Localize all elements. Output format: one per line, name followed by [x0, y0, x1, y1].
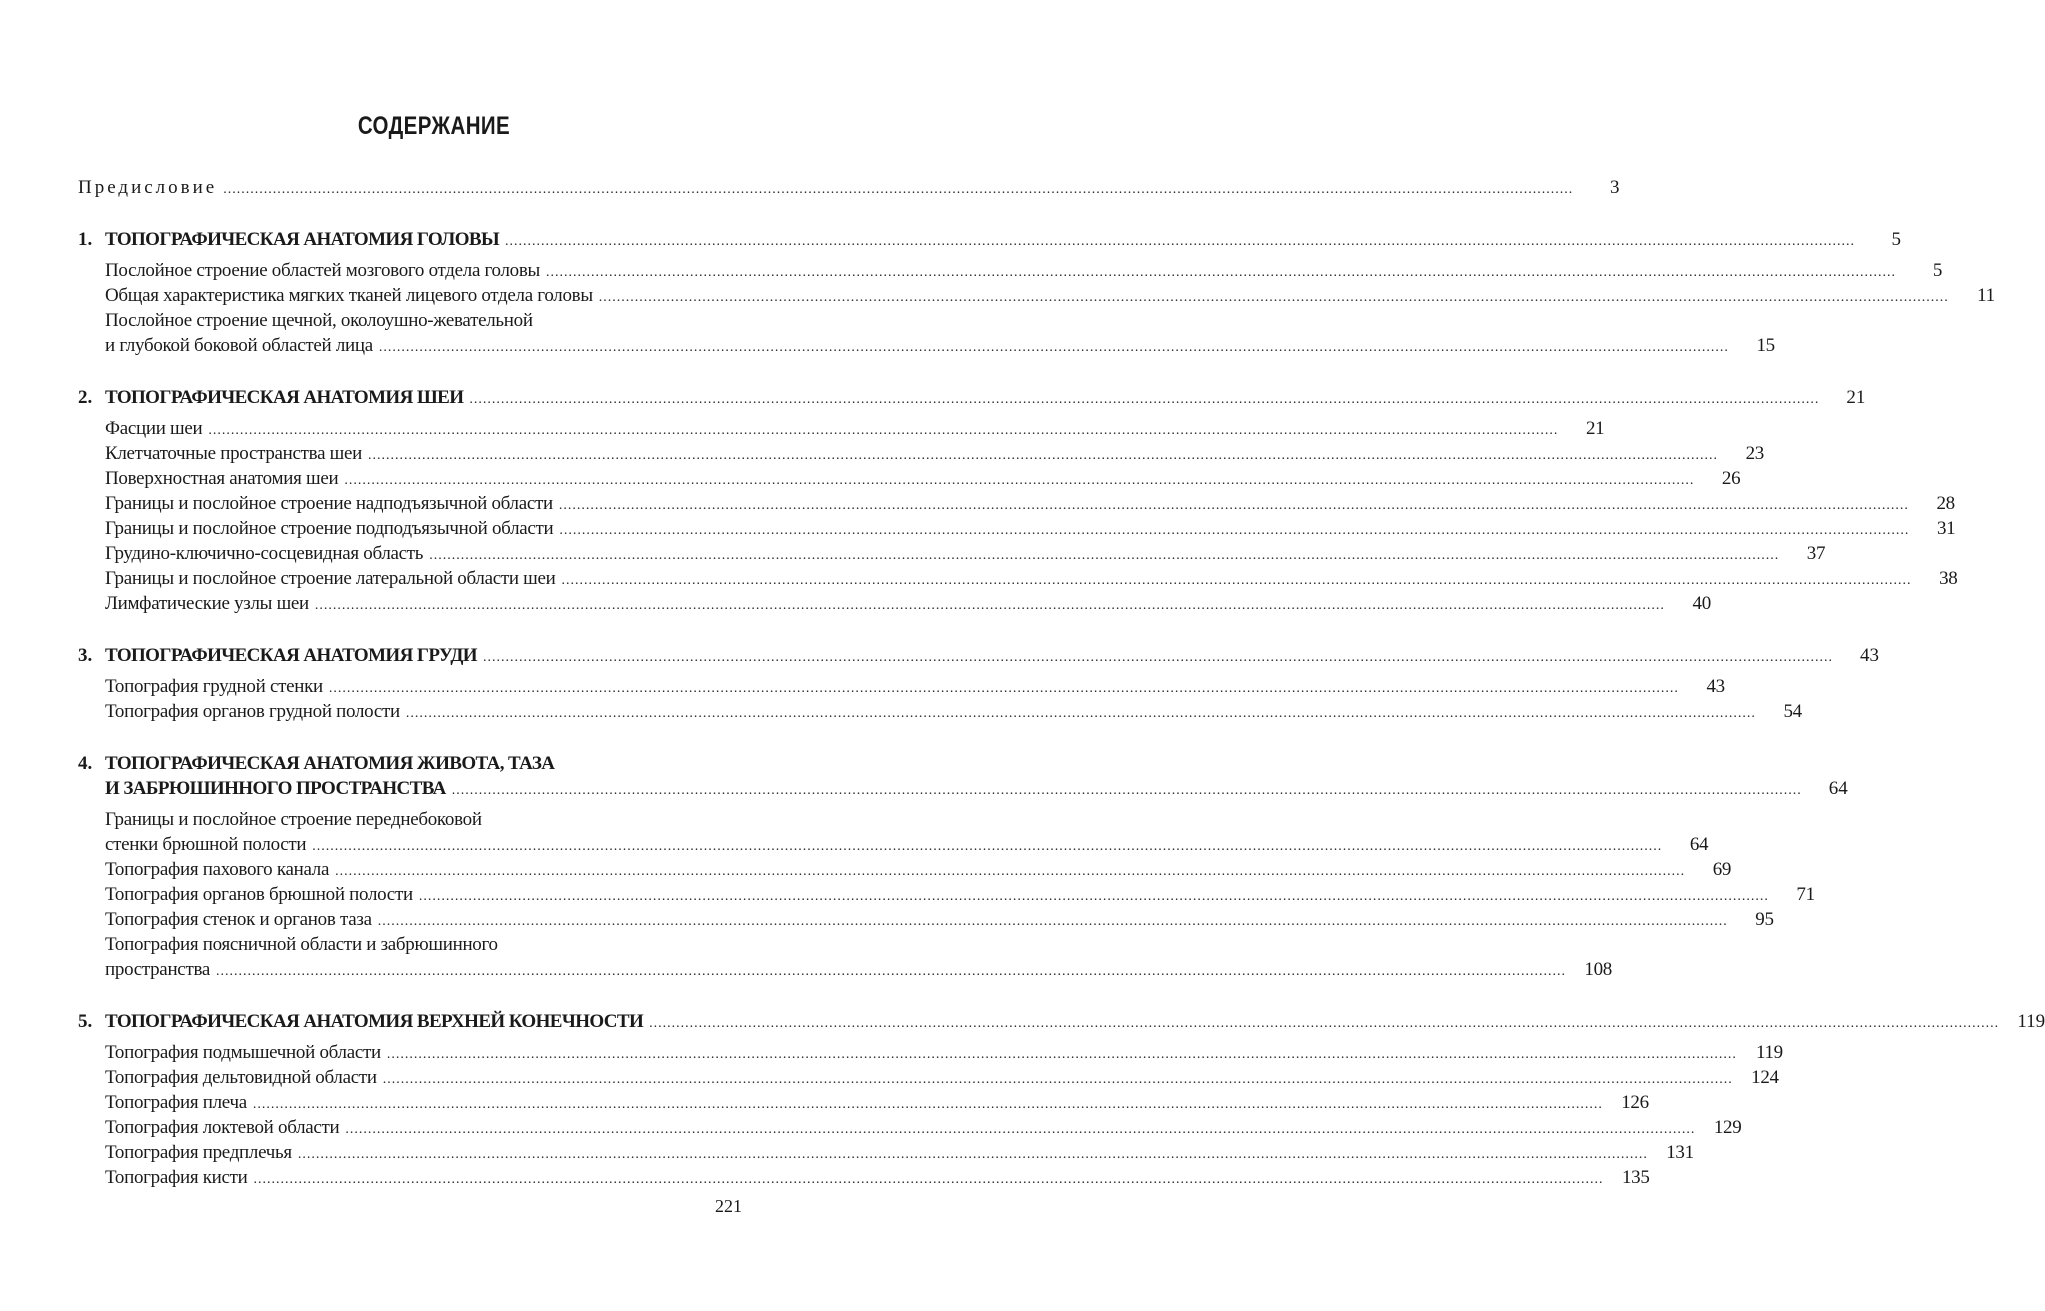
entry-title: Топография дельтовидной области [105, 1067, 377, 1088]
entry-title: Топография грудной стенки [105, 676, 323, 697]
entry-page: 21 [1585, 418, 1605, 439]
entry-page: 135 [1621, 1167, 1650, 1188]
toc-entry [78, 1115, 1742, 1140]
entry-page: 64 [1689, 834, 1709, 855]
toc-entry [78, 466, 1741, 491]
toc-entry [78, 1040, 1783, 1065]
toc-entry-preface [78, 175, 1620, 200]
toc-entry [78, 882, 1815, 907]
entry-title: Послойное строение областей мозгового отдела головы [105, 260, 541, 281]
dot-leader: ............................................................................................................................................................................................................................................................................................................ [314, 598, 1665, 613]
spacer [78, 200, 745, 227]
entry-page: 5 [1891, 229, 1902, 250]
entry-page: 64 [1828, 778, 1848, 799]
dot-leader: ............................................................................................................................................................................................................................................................................................................ [418, 889, 1769, 904]
entry-title: Границы и послойное строение надподъязычной области [105, 493, 553, 514]
toc-entry [78, 566, 1958, 591]
entry-title: Фасции шеи [105, 418, 203, 439]
toc-entry [78, 258, 1943, 283]
entry-title: Общая характеристика мягких тканей лицевого отдела головы [105, 285, 593, 306]
toc-chapter-heading [78, 227, 1902, 252]
entry-page: 126 [1621, 1092, 1649, 1113]
entry-title: Клетчаточные пространства шеи [105, 443, 363, 464]
dot-leader: ............................................................................................................................................................................................................................................................................................................ [469, 392, 1820, 407]
entry-page: 26 [1721, 468, 1741, 489]
dot-leader: ............................................................................................................................................................................................................................................................................................................ [405, 706, 1756, 721]
entry-title: Топография пахового канала [105, 859, 330, 880]
toc-entry [78, 957, 1613, 982]
entry-page: 95 [1755, 909, 1774, 930]
entry-page: 5 [1932, 260, 1943, 281]
entry-title: Топография предплечья [105, 1142, 292, 1163]
toc-chapter-heading [78, 643, 1879, 668]
toc-entry [78, 807, 745, 832]
dot-leader: ............................................................................................................................................................................................................................................................................................................ [505, 234, 1856, 249]
entry-title: Границы и послойное строение подподъязычной области [105, 518, 554, 539]
entry-page: 23 [1745, 443, 1765, 464]
toc-entry [78, 541, 1826, 566]
toc-entry [78, 283, 1995, 308]
entry-title: Послойное строение щечной, околоушно-жевательной [105, 310, 533, 331]
entry-page: 54 [1783, 701, 1802, 722]
dot-leader: ............................................................................................................................................................................................................................................................................................................ [649, 1016, 2000, 1031]
entry-page: 131 [1666, 1142, 1694, 1163]
entry-page: 119 [1755, 1042, 1783, 1063]
entry-title: Границы и послойное строение латеральной области шеи [105, 568, 556, 589]
entry-title: Топография стенок и органов таза [105, 909, 372, 930]
entry-page: 3 [1610, 177, 1620, 198]
dot-leader: ............................................................................................................................................................................................................................................................................................................ [223, 182, 1574, 197]
toc-entry [78, 333, 1775, 358]
entry-page: 108 [1584, 959, 1613, 980]
entry-title: Топография локтевой области [105, 1117, 340, 1138]
toc-chapter-heading [78, 385, 1866, 410]
dot-leader: ............................................................................................................................................................................................................................................................................................................ [598, 290, 1949, 305]
entry-page: 11 [1977, 285, 1995, 306]
entry-title: стенки брюшной полости [105, 834, 307, 855]
dot-leader: ............................................................................................................................................................................................................................................................................................................ [252, 1097, 1603, 1112]
entry-title: Топография подмышечной области [105, 1042, 381, 1063]
dot-leader: ............................................................................................................................................................................................................................................................................................................ [335, 864, 1686, 879]
dot-leader: ............................................................................................................................................................................................................................................................................................................ [297, 1147, 1648, 1162]
dot-leader: ............................................................................................................................................................................................................................................................................................................ [382, 1072, 1733, 1087]
toc-entry [78, 832, 1709, 857]
entry-title: ТОПОГРАФИЧЕСКАЯ АНАТОМИЯ ЖИВОТА, ТАЗА [105, 753, 555, 774]
dot-leader: ............................................................................................................................................................................................................................................................................................................ [377, 914, 1728, 929]
toc-entry [78, 674, 1725, 699]
spacer [78, 724, 745, 751]
dot-leader: ............................................................................................................................................................................................................................................................................................................ [344, 473, 1695, 488]
toc-entry [78, 932, 745, 957]
entry-title: ТОПОГРАФИЧЕСКАЯ АНАТОМИЯ ГОЛОВЫ [105, 229, 500, 250]
entry-page: 21 [1846, 387, 1866, 408]
toc-entry [78, 1165, 1650, 1190]
entry-page: 40 [1692, 593, 1711, 614]
entry-title: ТОПОГРАФИЧЕСКАЯ АНАТОМИЯ ВЕРХНЕЙ КОНЕЧНОСТИ [105, 1011, 644, 1032]
toc-entry [78, 907, 1774, 932]
entry-title: Грудино-ключично-сосцевидная область [105, 543, 424, 564]
toc-entry [78, 441, 1765, 466]
entry-title: Топография кисти [105, 1167, 248, 1188]
dot-leader: ............................................................................................................................................................................................................................................................................................................ [216, 964, 1567, 979]
entry-page: 37 [1806, 543, 1826, 564]
entry-title: Топография поясничной области и забрюшинного [105, 934, 498, 955]
toc-entry [78, 308, 745, 333]
dot-leader: ............................................................................................................................................................................................................................................................................................................ [378, 340, 1729, 355]
entry-title: Топография органов брюшной полости [105, 884, 413, 905]
dot-leader: ............................................................................................................................................................................................................................................................................................................ [386, 1047, 1737, 1062]
toc-entry [78, 857, 1732, 882]
toc-entry [78, 516, 1956, 541]
dot-leader: ............................................................................................................................................................................................................................................................................................................ [558, 498, 1909, 513]
entry-title: пространства [105, 959, 211, 980]
toc-entry [78, 491, 1955, 516]
spacer [78, 616, 745, 643]
dot-leader: ............................................................................................................................................................................................................................................................................................................ [345, 1122, 1696, 1137]
entry-title: Поверхностная анатомия шеи [105, 468, 339, 489]
toc-chapter-heading [78, 776, 1848, 801]
entry-title: Топография плеча [105, 1092, 247, 1113]
dot-leader: ............................................................................................................................................................................................................................................................................................................ [208, 423, 1559, 438]
page-number: 221 [715, 1196, 742, 1216]
toc-entry [78, 1065, 1779, 1090]
dot-leader: ............................................................................................................................................................................................................................................................................................................ [328, 681, 1679, 696]
page-title: СОДЕРЖАНИЕ [357, 112, 511, 140]
toc-entry [78, 1090, 1649, 1115]
entry-page: 28 [1936, 493, 1955, 514]
dot-leader: ............................................................................................................................................................................................................................................................................................................ [368, 448, 1719, 463]
toc-entry [78, 591, 1711, 616]
entry-title: и глубокой боковой областей лица [105, 335, 373, 356]
entry-title: Лимфатические узлы шеи [105, 593, 309, 614]
dot-leader: ............................................................................................................................................................................................................................................................................................................ [546, 265, 1897, 280]
entry-page: 38 [1939, 568, 1958, 589]
dot-leader: ............................................................................................................................................................................................................................................................................................................ [559, 523, 1910, 538]
entry-title: ТОПОГРАФИЧЕСКАЯ АНАТОМИЯ ГРУДИ [105, 645, 477, 666]
entry-page: 15 [1756, 335, 1775, 356]
chapter-number: 4. [78, 753, 93, 774]
entry-page: 43 [1706, 676, 1725, 697]
toc-entry [78, 699, 1802, 724]
entry-page: 119 [2017, 1011, 2045, 1032]
entry-page: 43 [1859, 645, 1879, 666]
entry-page: 31 [1936, 518, 1956, 539]
toc-chapter-heading [78, 1009, 2045, 1034]
toc-chapter-heading [78, 751, 745, 776]
entry-page: 69 [1712, 859, 1732, 880]
dot-leader: ............................................................................................................................................................................................................................................................................................................ [561, 573, 1912, 588]
entry-page: 129 [1713, 1117, 1742, 1138]
chapter-number: 2. [78, 387, 93, 408]
dot-leader: ............................................................................................................................................................................................................................................................................................................ [429, 548, 1780, 563]
entry-title: Топография органов грудной полости [105, 701, 400, 722]
dot-leader: ............................................................................................................................................................................................................................................................................................................ [253, 1172, 1604, 1187]
entry-title: И ЗАБРЮШИННОГО ПРОСТРАНСТВА [105, 778, 446, 799]
entry-page: 124 [1751, 1067, 1779, 1088]
entry-title: ТОПОГРАФИЧЕСКАЯ АНАТОМИЯ ШЕИ [105, 387, 464, 408]
toc-entry [78, 1140, 1694, 1165]
spacer [78, 982, 745, 1009]
entry-title: Предисловие [78, 177, 218, 198]
dot-leader: ............................................................................................................................................................................................................................................................................................................ [312, 839, 1663, 854]
chapter-number: 5. [78, 1011, 93, 1032]
spacer [78, 358, 745, 385]
chapter-number: 1. [78, 229, 93, 250]
entry-title: Границы и послойное строение переднебоковой [105, 809, 482, 830]
table-of-contents [78, 175, 2045, 1190]
toc-entry [78, 416, 1605, 441]
dot-leader: ............................................................................................................................................................................................................................................................................................................ [451, 783, 1802, 798]
dot-leader: ............................................................................................................................................................................................................................................................................................................ [482, 650, 1833, 665]
entry-page: 71 [1796, 884, 1815, 905]
chapter-number: 3. [78, 645, 93, 666]
